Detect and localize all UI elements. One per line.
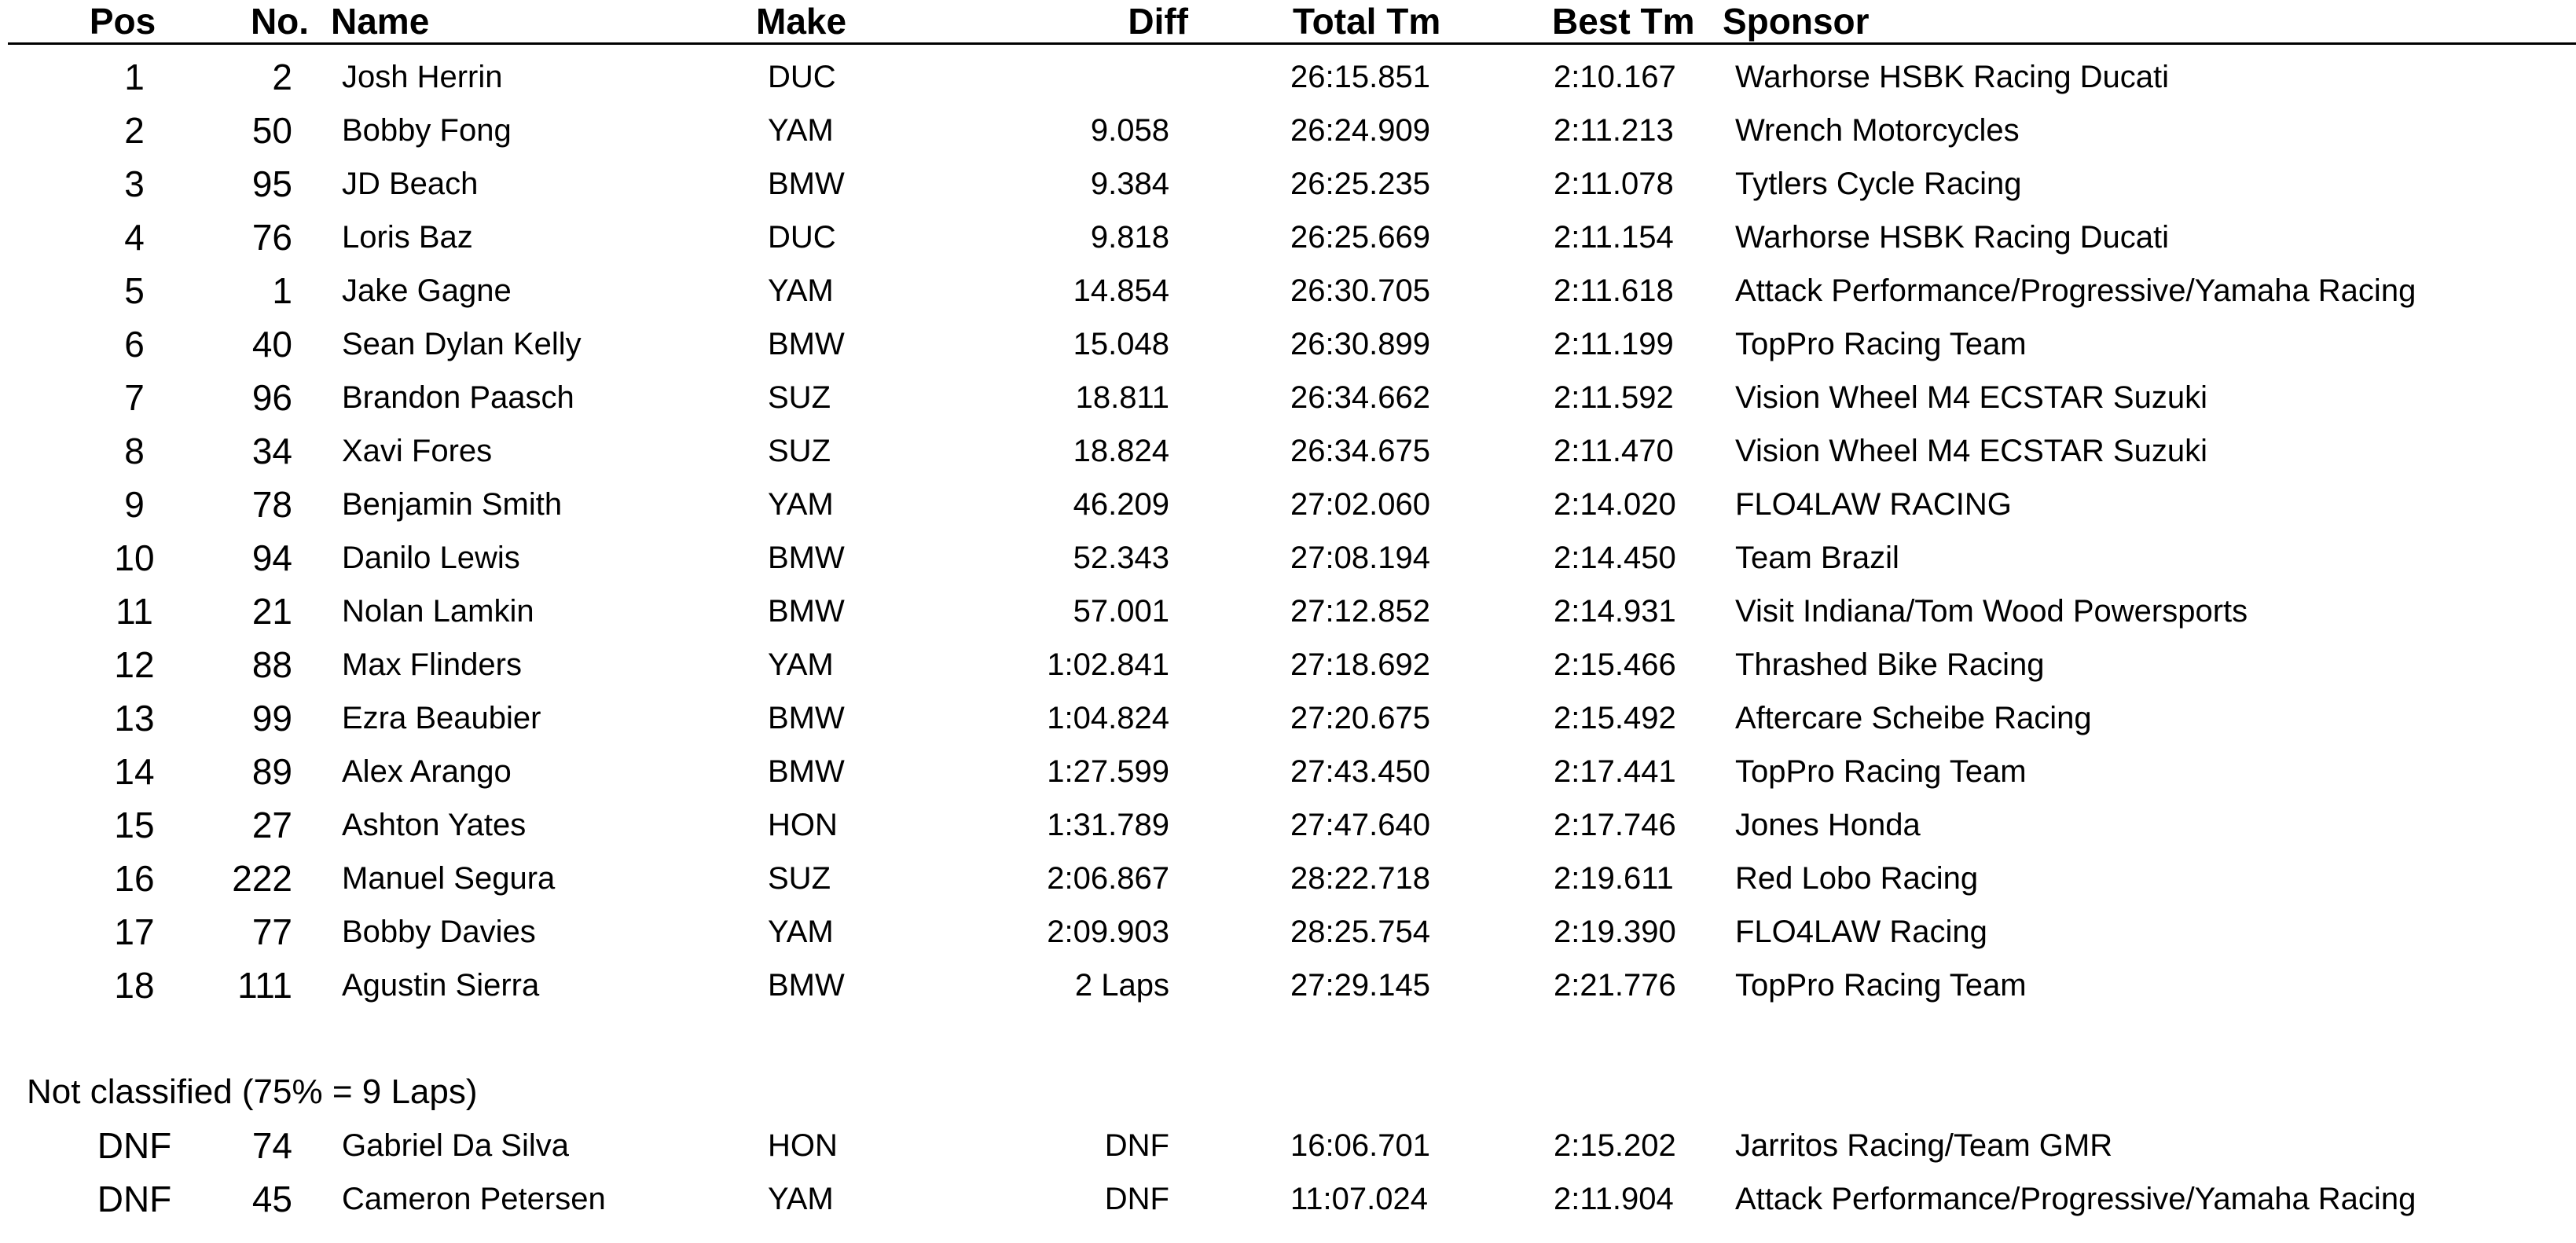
table-row — [0, 745, 2576, 798]
rider-name-cell: Nolan Lamkin — [342, 594, 534, 629]
header-diff: Diff — [1128, 1, 1188, 42]
rider-number-cell: 2 — [272, 57, 292, 97]
position-cell: 17 — [114, 911, 155, 952]
rider-number-cell: 88 — [251, 644, 292, 685]
total-time-cell: 26:34.675 — [1290, 434, 1430, 468]
table-row — [0, 211, 2576, 264]
best-time-cell: 2:11.213 — [1554, 113, 1674, 148]
table-row — [0, 104, 2576, 157]
best-time-cell: 2:11.199 — [1554, 327, 1674, 361]
sponsor-cell: Warhorse HSBK Racing Ducati — [1735, 220, 2170, 255]
rider-name-cell: Jake Gagne — [342, 273, 512, 308]
table-row — [0, 905, 2576, 959]
position-cell: 5 — [124, 270, 145, 311]
make-cell: BMW — [768, 327, 845, 361]
rider-name-cell: Agustin Sierra — [342, 968, 540, 1003]
position-cell: 9 — [124, 484, 145, 525]
table-row — [0, 317, 2576, 371]
make-cell: BMW — [768, 968, 845, 1003]
rider-name-cell: Danilo Lewis — [342, 541, 520, 575]
position-cell: 7 — [124, 377, 145, 418]
best-time-cell: 2:10.167 — [1554, 60, 1676, 94]
total-time-cell: 26:25.669 — [1290, 220, 1430, 255]
rider-number-cell: 78 — [251, 484, 292, 525]
best-time-cell: 2:21.776 — [1554, 968, 1676, 1003]
header-divider — [8, 42, 2576, 45]
position-cell: 16 — [114, 858, 155, 899]
diff-cell: 9.384 — [1090, 167, 1169, 201]
position-cell: 3 — [124, 163, 145, 204]
rider-name-cell: Xavi Fores — [342, 434, 493, 468]
rider-number-cell: 34 — [251, 431, 292, 471]
make-cell: SUZ — [768, 380, 831, 415]
table-row — [0, 1119, 2576, 1172]
make-cell: BMW — [768, 701, 845, 735]
rider-number-cell: 222 — [232, 858, 292, 899]
header-total-time: Total Tm — [1293, 1, 1441, 42]
rider-name-cell: Max Flinders — [342, 647, 522, 682]
best-time-cell: 2:14.450 — [1554, 541, 1676, 575]
rider-name-cell: Loris Baz — [342, 220, 473, 255]
sponsor-cell: Vision Wheel M4 ECSTAR Suzuki — [1735, 380, 2207, 415]
sponsor-cell: FLO4LAW RACING — [1735, 487, 2012, 522]
diff-cell: 9.058 — [1090, 113, 1169, 148]
total-time-cell: 26:30.705 — [1290, 273, 1430, 308]
sponsor-cell: TopPro Racing Team — [1735, 968, 2027, 1003]
make-cell: BMW — [768, 594, 845, 629]
best-time-cell: 2:15.492 — [1554, 701, 1676, 735]
best-time-cell: 2:14.931 — [1554, 594, 1676, 629]
make-cell: YAM — [768, 273, 834, 308]
best-time-cell: 2:17.746 — [1554, 808, 1676, 842]
total-time-cell: 27:29.145 — [1290, 968, 1430, 1003]
sponsor-cell: Team Brazil — [1735, 541, 1899, 575]
total-time-cell: 11:07.024 — [1290, 1182, 1428, 1216]
rider-name-cell: Josh Herrin — [342, 60, 503, 94]
make-cell: SUZ — [768, 861, 831, 896]
rider-number-cell: 21 — [251, 591, 292, 632]
position-cell: 10 — [114, 537, 155, 578]
best-time-cell: 2:11.592 — [1554, 380, 1674, 415]
rider-name-cell: Cameron Petersen — [342, 1182, 606, 1216]
sponsor-cell: Thrashed Bike Racing — [1735, 647, 2045, 682]
rider-number-cell: 77 — [251, 911, 292, 952]
rider-name-cell: Alex Arango — [342, 754, 512, 789]
rider-name-cell: Brandon Paasch — [342, 380, 574, 415]
diff-cell — [990, 50, 1169, 104]
total-time-cell: 28:25.754 — [1290, 915, 1430, 949]
total-time-cell: 26:30.899 — [1290, 327, 1430, 361]
sponsor-cell: Jarritos Racing/Team GMR — [1735, 1128, 2113, 1163]
position-cell: 12 — [114, 644, 155, 685]
table-row — [0, 691, 2576, 745]
sponsor-cell: TopPro Racing Team — [1735, 327, 2027, 361]
rider-number-cell: 27 — [251, 805, 292, 845]
rider-number-cell: 111 — [237, 965, 292, 1006]
position-cell: DNF — [97, 1125, 172, 1166]
header-name: Name — [331, 1, 430, 42]
total-time-cell: 27:08.194 — [1290, 541, 1430, 575]
table-row — [0, 50, 2576, 104]
make-cell: YAM — [768, 1182, 834, 1216]
total-time-cell: 16:06.701 — [1290, 1128, 1430, 1163]
diff-cell: 1:31.789 — [1047, 808, 1169, 842]
make-cell: HON — [768, 1128, 838, 1163]
table-row — [0, 157, 2576, 211]
best-time-cell: 2:14.020 — [1554, 487, 1676, 522]
table-row — [0, 959, 2576, 1012]
rider-name-cell: Sean Dylan Kelly — [342, 327, 582, 361]
table-row — [0, 798, 2576, 852]
header-pos: Pos — [89, 1, 156, 42]
total-time-cell: 28:22.718 — [1290, 861, 1430, 896]
total-time-cell: 27:18.692 — [1290, 647, 1430, 682]
position-cell: 18 — [114, 965, 155, 1006]
diff-cell: 14.854 — [1073, 273, 1169, 308]
sponsor-cell: Wrench Motorcycles — [1735, 113, 2020, 148]
rider-name-cell: Benjamin Smith — [342, 487, 563, 522]
rider-name-cell: Ezra Beaubier — [342, 701, 541, 735]
rider-number-cell: 40 — [251, 324, 292, 365]
rider-name-cell: Manuel Segura — [342, 861, 556, 896]
sponsor-cell: Aftercare Scheibe Racing — [1735, 701, 2092, 735]
table-row — [0, 371, 2576, 424]
best-time-cell: 2:11.904 — [1554, 1182, 1674, 1216]
total-time-cell: 26:25.235 — [1290, 167, 1430, 201]
diff-cell: DNF — [1104, 1182, 1169, 1216]
table-row — [0, 638, 2576, 691]
rider-number-cell: 1 — [272, 270, 292, 311]
total-time-cell: 26:34.662 — [1290, 380, 1430, 415]
make-cell: HON — [768, 808, 838, 842]
best-time-cell: 2:11.154 — [1554, 220, 1674, 255]
best-time-cell: 2:19.611 — [1554, 861, 1674, 896]
rider-name-cell: Bobby Davies — [342, 915, 536, 949]
sponsor-cell: Tytlers Cycle Racing — [1735, 167, 2022, 201]
diff-cell: DNF — [1104, 1128, 1169, 1163]
diff-cell: 18.824 — [1073, 434, 1169, 468]
diff-cell: 2:09.903 — [1047, 915, 1169, 949]
sponsor-cell: TopPro Racing Team — [1735, 754, 2027, 789]
diff-cell: 2 Laps — [1074, 968, 1169, 1003]
table-row — [0, 531, 2576, 585]
sponsor-cell: Attack Performance/Progressive/Yamaha Racing — [1735, 1182, 2416, 1216]
make-cell: BMW — [768, 754, 845, 789]
make-cell: DUC — [768, 220, 836, 255]
header-make: Make — [756, 1, 847, 42]
position-cell: 6 — [124, 324, 145, 365]
total-time-cell: 26:24.909 — [1290, 113, 1430, 148]
position-cell: 15 — [114, 805, 155, 845]
table-row — [0, 264, 2576, 317]
diff-cell: 2:06.867 — [1047, 861, 1169, 896]
make-cell: YAM — [768, 647, 834, 682]
sponsor-cell: Warhorse HSBK Racing Ducati — [1735, 60, 2170, 94]
sponsor-cell: Attack Performance/Progressive/Yamaha Racing — [1735, 273, 2416, 308]
table-row — [0, 424, 2576, 478]
total-time-cell: 27:43.450 — [1290, 754, 1430, 789]
rider-number-cell: 99 — [251, 698, 292, 739]
position-cell: 2 — [124, 110, 145, 151]
table-row — [0, 478, 2576, 531]
total-time-cell: 27:12.852 — [1290, 594, 1430, 629]
rider-name-cell: Ashton Yates — [342, 808, 527, 842]
position-cell: 4 — [124, 217, 145, 258]
header-sponsor: Sponsor — [1723, 1, 1870, 42]
sponsor-cell: Vision Wheel M4 ECSTAR Suzuki — [1735, 434, 2207, 468]
position-cell: 8 — [124, 431, 145, 471]
sponsor-cell: Red Lobo Racing — [1735, 861, 1979, 896]
make-cell: BMW — [768, 167, 845, 201]
total-time-cell: 27:02.060 — [1290, 487, 1430, 522]
table-row — [0, 1172, 2576, 1226]
diff-cell: 46.209 — [1073, 487, 1169, 522]
diff-cell: 9.818 — [1090, 220, 1169, 255]
best-time-cell: 2:15.466 — [1554, 647, 1676, 682]
table-row — [0, 852, 2576, 905]
header-best-time: Best Tm — [1552, 1, 1695, 42]
best-time-cell: 2:15.202 — [1554, 1128, 1676, 1163]
best-time-cell: 2:19.390 — [1554, 915, 1676, 949]
header-no: No. — [250, 1, 310, 42]
diff-cell: 15.048 — [1073, 327, 1169, 361]
rider-number-cell: 50 — [251, 110, 292, 151]
make-cell: BMW — [768, 541, 845, 575]
total-time-cell: 26:15.851 — [1290, 60, 1430, 94]
not-classified-title: Not classified (75% = 9 Laps) — [27, 1072, 478, 1111]
position-cell: 1 — [124, 57, 145, 97]
diff-cell: 57.001 — [1073, 594, 1169, 629]
diff-cell: 52.343 — [1073, 541, 1169, 575]
total-time-cell: 27:47.640 — [1290, 808, 1430, 842]
rider-number-cell: 76 — [251, 217, 292, 258]
make-cell: DUC — [768, 60, 836, 94]
make-cell: YAM — [768, 487, 834, 522]
rider-number-cell: 96 — [251, 377, 292, 418]
rider-number-cell: 89 — [251, 751, 292, 792]
rider-name-cell: Bobby Fong — [342, 113, 512, 148]
rider-name-cell: Gabriel Da Silva — [342, 1128, 570, 1163]
rider-number-cell: 74 — [251, 1125, 292, 1166]
diff-cell: 1:04.824 — [1047, 701, 1169, 735]
best-time-cell: 2:17.441 — [1554, 754, 1676, 789]
rider-number-cell: 45 — [251, 1179, 292, 1219]
position-cell: 13 — [114, 698, 155, 739]
diff-cell: 1:02.841 — [1047, 647, 1169, 682]
position-cell: DNF — [97, 1179, 172, 1219]
rider-number-cell: 95 — [251, 163, 292, 204]
rider-name-cell: JD Beach — [342, 167, 479, 201]
best-time-cell: 2:11.470 — [1554, 434, 1674, 468]
make-cell: YAM — [768, 915, 834, 949]
sponsor-cell: Visit Indiana/Tom Wood Powersports — [1735, 594, 2248, 629]
table-row — [0, 585, 2576, 638]
make-cell: YAM — [768, 113, 834, 148]
best-time-cell: 2:11.618 — [1554, 273, 1674, 308]
position-cell: 11 — [116, 591, 153, 632]
sponsor-cell: Jones Honda — [1735, 808, 1921, 842]
make-cell: SUZ — [768, 434, 831, 468]
diff-cell: 1:27.599 — [1047, 754, 1169, 789]
total-time-cell: 27:20.675 — [1290, 701, 1430, 735]
position-cell: 14 — [114, 751, 155, 792]
diff-cell: 18.811 — [1075, 380, 1169, 415]
rider-number-cell: 94 — [251, 537, 292, 578]
sponsor-cell: FLO4LAW Racing — [1735, 915, 1987, 949]
best-time-cell: 2:11.078 — [1554, 167, 1674, 201]
